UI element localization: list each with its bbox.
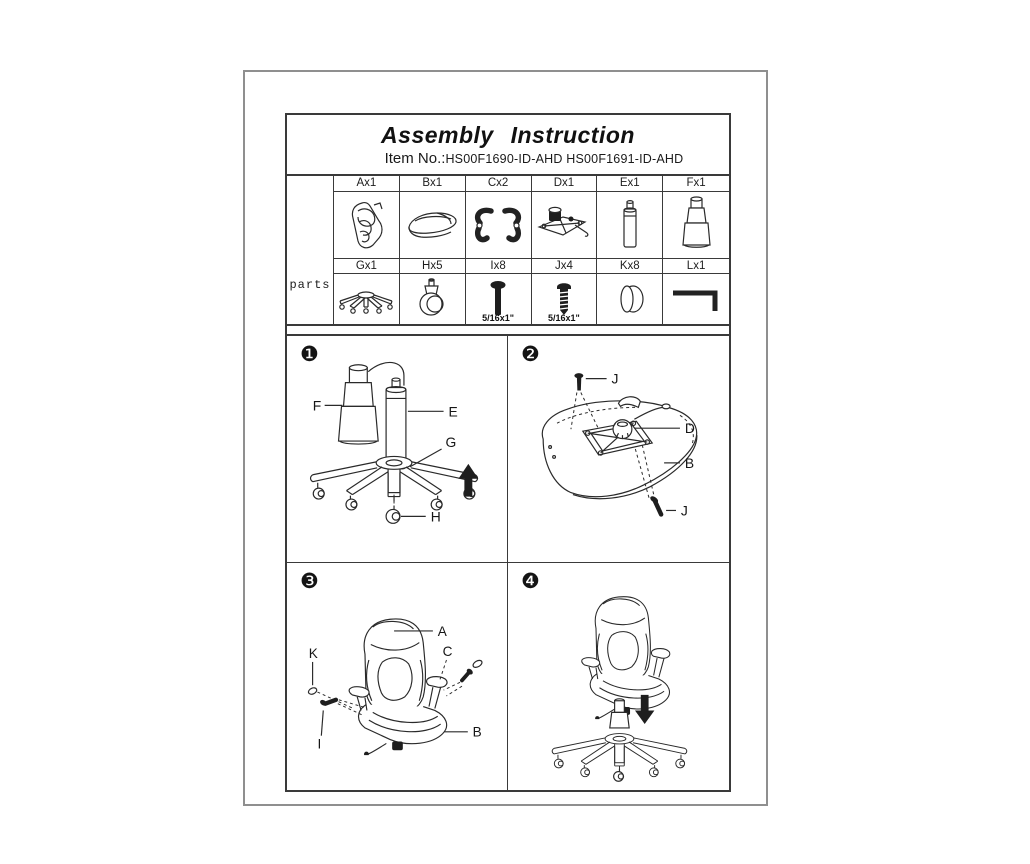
step-2	[508, 336, 729, 563]
step-1	[287, 336, 508, 563]
cap-washer-icon	[605, 277, 655, 321]
tilt-mechanism-icon	[533, 195, 595, 255]
step-3	[287, 563, 508, 790]
gas-lift-icon	[602, 194, 658, 256]
content-frame	[285, 113, 731, 792]
item-no-value: HS00F1690-ID-AHD HS00F1691-ID-AHD	[445, 152, 684, 166]
part-label-G: Gx1	[334, 258, 400, 274]
screw-size-label: 5/16x1"	[548, 313, 580, 323]
callout-D: D	[684, 420, 695, 437]
parts-table	[287, 174, 729, 326]
part-cell-K	[597, 274, 663, 324]
step-4-number: ❹	[521, 570, 540, 593]
part-cell-A	[334, 192, 400, 258]
part-cell-L	[663, 274, 729, 324]
lift-cover-icon	[668, 193, 724, 257]
part-label-C: Cx2	[466, 176, 532, 192]
part-cell-H	[400, 274, 466, 324]
step-1-figure	[287, 336, 507, 562]
step-2-figure	[508, 336, 729, 562]
part-cell-G	[334, 274, 400, 324]
step-4	[508, 563, 729, 790]
part-cell-I	[466, 274, 532, 324]
document-page	[243, 70, 768, 806]
item-no-label: Item No.:	[384, 150, 446, 167]
part-cell-C	[466, 192, 532, 258]
step-2-number: ❷	[521, 343, 540, 366]
callout-H: H	[430, 508, 441, 525]
seat-cushion-icon	[401, 195, 463, 255]
part-cell-D	[532, 192, 598, 258]
callout-A: A	[437, 623, 447, 639]
callout-K: K	[308, 646, 318, 662]
parts-row-label: parts	[287, 176, 334, 324]
armrest-pair-icon	[467, 195, 529, 255]
title-block	[287, 115, 729, 174]
part-label-A: Ax1	[334, 176, 400, 192]
parts-grid	[334, 176, 729, 324]
callout-F: F	[312, 397, 322, 414]
step-3-number: ❸	[300, 570, 319, 593]
part-cell-J	[532, 274, 598, 324]
part-cell-B	[400, 192, 466, 258]
part-cell-E	[597, 192, 663, 258]
part-label-D: Dx1	[532, 176, 598, 192]
caster-wheel-icon	[407, 275, 457, 323]
step-4-figure	[508, 563, 729, 790]
chair-back-icon	[338, 195, 394, 255]
part-label-K: Kx8	[597, 258, 663, 274]
item-number-line	[339, 150, 729, 167]
part-label-H: Hx5	[400, 258, 466, 274]
five-star-base-icon	[335, 277, 397, 321]
part-label-J: Jx4	[532, 258, 598, 274]
callout-C: C	[442, 644, 453, 660]
part-label-L: Lx1	[663, 258, 729, 274]
part-label-E: Ex1	[597, 176, 663, 192]
callout-B: B	[684, 454, 695, 471]
callout-J-bottom: J	[680, 502, 688, 519]
allen-key-icon	[667, 277, 725, 321]
callout-E: E	[448, 403, 458, 420]
part-label-B: Bx1	[400, 176, 466, 192]
callout-J-top: J	[611, 370, 619, 387]
step-1-number: ❶	[300, 343, 319, 366]
assembly-steps	[287, 334, 729, 790]
step-3-figure	[287, 563, 507, 790]
callout-G: G	[445, 434, 457, 451]
callout-I: I	[317, 736, 322, 752]
bolt-size-label: 5/16x1"	[482, 313, 514, 323]
part-label-F: Fx1	[663, 176, 729, 192]
part-label-I: Ix8	[466, 258, 532, 274]
page-title: Assembly Instruction	[381, 122, 635, 148]
part-cell-F	[663, 192, 729, 258]
callout-B3: B	[472, 724, 482, 740]
